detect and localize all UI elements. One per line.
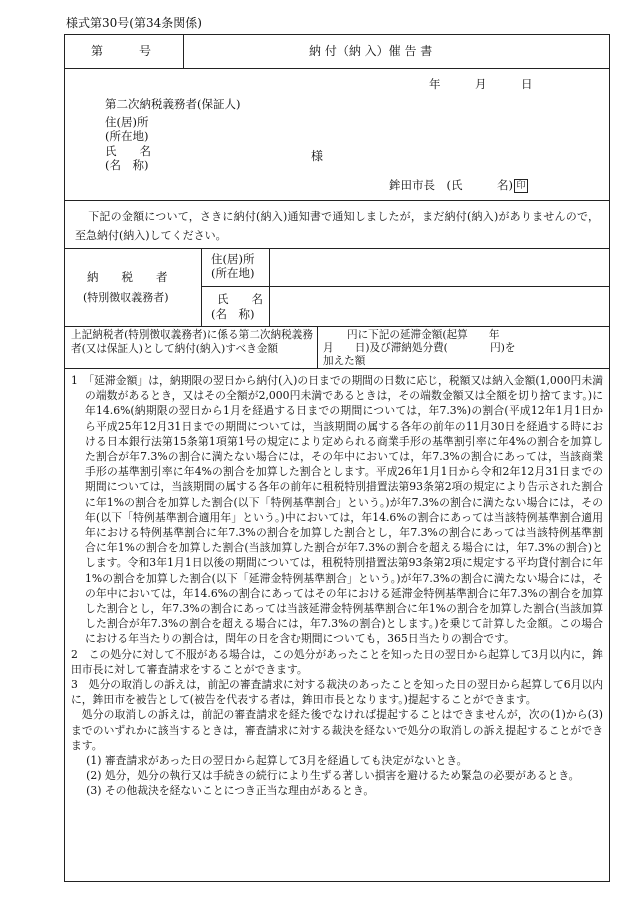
document-title: 納 付（納 入）催 告 書 <box>309 44 433 58</box>
divider <box>183 35 184 68</box>
divider <box>65 368 609 369</box>
divider <box>201 248 202 326</box>
divider <box>269 248 270 326</box>
form-frame <box>64 34 610 882</box>
divider <box>65 68 609 69</box>
appeal-notice: 2 この処分に対して不服がある場合は，この処分があったことを知った日の翌日から起算して3月以内に，鉾田市長に対して審査請求をすることができます。 <box>71 647 603 676</box>
divider <box>201 286 609 287</box>
issue-date: 年 月 日 <box>429 77 533 91</box>
amount-line-1: 円に下記の延滞金額(起算 年 <box>347 329 500 341</box>
divider <box>65 248 609 249</box>
late-fee-explanation: 1 「延滞金額」は，納期限の翌日から納付(入)の日までの期間の日数に応じ，税額又は納入金額(1,000円未満の端数があるとき，又はその全額が2,000円未満であるときは，その端数金額又は全額を切り捨てます。)に年14.6%(納期限の翌日から1月を経過する日までの期間については，年7.3%)の割合(平成12年1月1日から平成25年12月31日までの期間については，当該期間の属する各年の前年の11月30日を経過する時における日本銀行法第15条第1項第1号の規定により定められる商業手形の基準割引率に年4%の割合を加算した割合が年7.3%の割合に満たない場合には，その年中においては，年7.3%の割合にあっては，当該商業手形の基準割引率に年4%の割合を加算した割合とします。平成26年1月1日から令和2年12月31日までの期間については，当該期間の属する各年の前年に租税特別措置法第93条第2項の規定により告示された割合に年1%の割合を加算した割合(以下「特例基準割合」という。)が年7.3%の割合に満たない場合には，その年(以下「特例基準割合適用年」という。)中においては，年14.6%の割合にあっては当該特例基準割合適用年における特例基準割合に年7.3%の割合を加算した割合とし，年7.3%の割合にあっては当該特例基準割合に年1%の割合を加算した割合(当該加算した割合が年7.3%の割合を超える場合には，年7.3%の割合)とします。令和3年1月1日以後の期間については，租税特別措置法第93条第2項に規定する平均貸付割合に年1%の割合を加算した割合(以下「延滞金特例基準割合」という。)が年7.3%の割合に満たない場合には，その年中においては，年14.6%の割合にあってはその年における延滞金特例基準割合に年7.3%の割合を加算した割合とし，年7.3%の割合にあっては当該延滞金特例基準割合に年1%の割合を加算した割合(当該加算した割合が年7.3%の割合を超える場合には，年7.3%の割合)とします。)を乗じて計算した金額。この場合における年当たりの割合は，閏年の日を含む期間についても，365日当たりの割合です。 <box>71 374 603 646</box>
recipient-role: 第二次納税義務者(保証人) <box>105 97 241 111</box>
taxpayer-org-label: (名 称) <box>211 307 255 321</box>
notice-text: 下記の金額について，さきに納付(納入)通知書で通知しましたが，まだ納付(納入)がありませんので，至急納付(納入)してください。 <box>75 210 599 242</box>
amount-description: 上記納税者(特別徴収義務者)に係る第二次納税義務者(又は保証人)として納付(納入)すべき金額 <box>71 329 313 355</box>
taxpayer-name-label: 氏 名 <box>217 292 263 306</box>
form-number-label: 様式第30号(第34条関係) <box>66 16 202 30</box>
recipient-address-label: 住(居)所 <box>105 115 149 129</box>
recipient-org-label: (名 称) <box>105 158 149 172</box>
issuer-name: 鉾田市長 (氏 名) <box>389 178 513 192</box>
divider <box>65 326 609 327</box>
exception-item: (3) その他裁決を経ないことにつき正当な理由があるとき。 <box>86 784 375 798</box>
lawsuit-exception: 処分の取消しの訴えは，前記の審査請求を経た後でなければ提起することはできませんが，次の(1)から(3)までのいずれかに該当するときは，審査請求に対する裁決を経ないで処分の取消しの訴え提起することができます。 <box>71 708 603 752</box>
special-collector-label: (特別徴収義務者) <box>83 291 169 304</box>
seal-mark: 印 <box>514 179 528 193</box>
divider <box>65 200 609 201</box>
legal-notes <box>71 373 603 799</box>
taxpayer-location-label: (所在地) <box>211 266 255 280</box>
taxpayer-label: 納 税 者 <box>87 270 168 284</box>
lawsuit-notice: 3 処分の取消しの訴えは，前記の審査請求に対する裁決のあったことを知った日の翌日から起算して6月以内に，鉾田市を被告として(被告を代表する者は，鉾田市長となります。)提起することができます。 <box>71 678 603 707</box>
amount-line-3: 加えた額 <box>323 355 366 367</box>
honorific: 様 <box>311 149 324 163</box>
recipient-location-label: (所在地) <box>105 129 149 143</box>
issuer-line <box>389 178 528 193</box>
amount-line-2: 月 日)及び滞納処分費( 円)を <box>323 342 516 354</box>
divider <box>317 326 318 368</box>
exception-item: (2) 処分，処分の執行又は手続きの続行により生ずる著しい損害を避けるため緊急の必要があるとき。 <box>86 769 580 783</box>
recipient-name-label: 氏 名 <box>105 144 151 158</box>
exception-item: (1) 審査請求があった日の翌日から起算して3月を経過しても決定がないとき。 <box>86 754 468 768</box>
document-number: 第 号 <box>91 44 152 58</box>
taxpayer-address-label: 住(居)所 <box>211 252 255 266</box>
